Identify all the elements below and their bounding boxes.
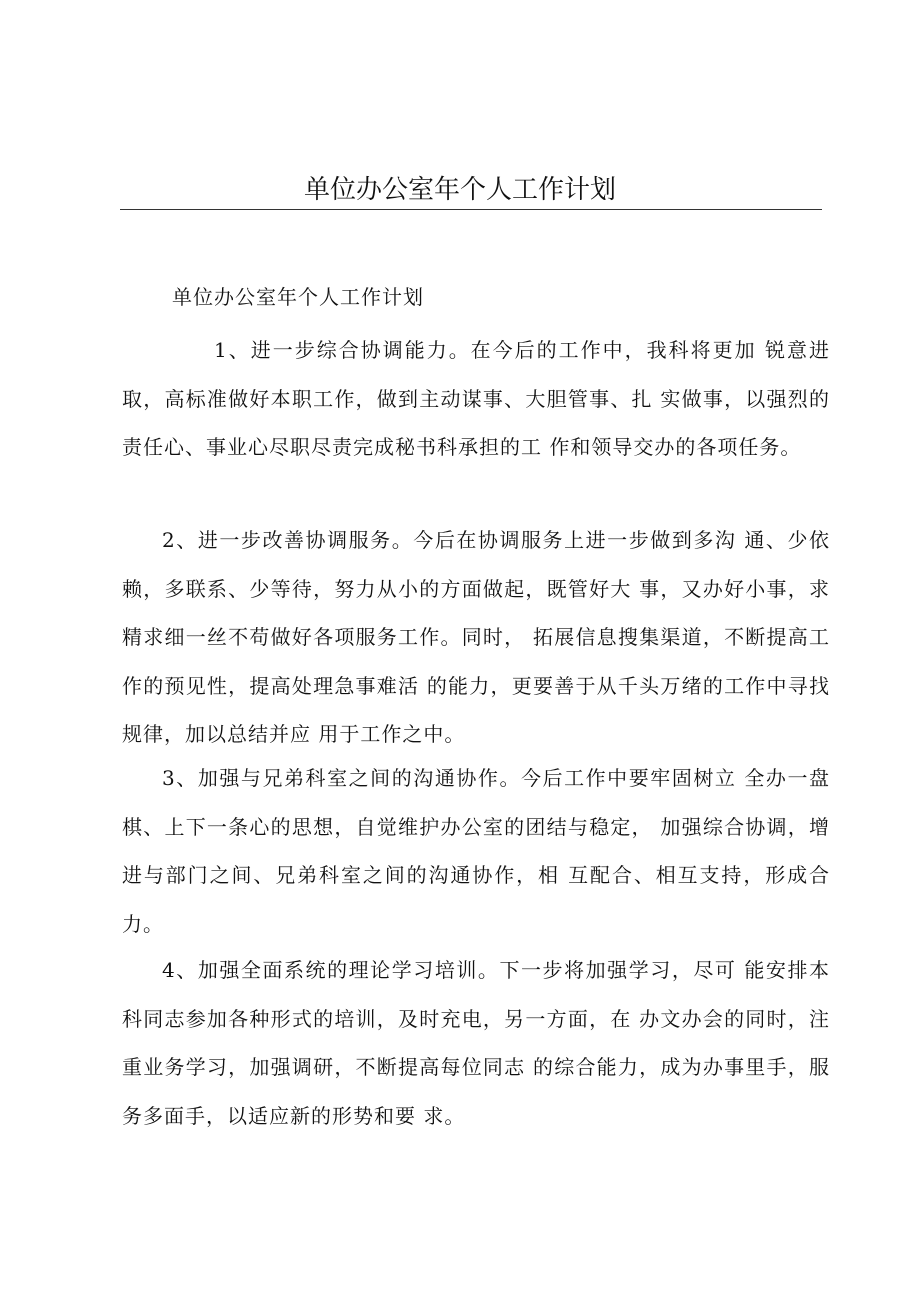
title-underline <box>120 209 822 210</box>
paragraph-4: 4、加强全面系统的理论学习培训。下一步将加强学习，尽可 能安排本科同志参加各种形式的培训，及时充电，另一方面，在 办文办会的同时，注重业务学习，加强调研，不断提高每位同志 的综合能力，成为办事里手，服务多面手，以适应新的形势和要 求。 <box>122 958 830 1128</box>
paragraph-2: 2、进一步改善协调服务。今后在协调服务上进一步做到多沟 通、少依赖，多联系、少等待，努力从小的方面做起，既管好大 事，又办好小事，求精求细一丝不苟做好各项服务工作。同时， 拓展信息搜集渠道，不断提高工作的预见性，提高处理急事难活 的能力，更要善于从千头万绪的工作中寻找规律，加以总结并应 用于工作之中。 <box>122 528 830 746</box>
document-subtitle: 单位办公室年个人工作计划 <box>172 285 424 309</box>
document-title: 单位办公室年个人工作计划 <box>303 175 616 205</box>
paragraph-3: 3、加强与兄弟科室之间的沟通协作。今后工作中要牢固树立 全办一盘棋、上下一条心的思想，自觉维护办公室的团结与稳定， 加强综合协调，增进与部门之间、兄弟科室之间的沟通协作，相 互配合、相互支持，形成合力。 <box>122 766 830 936</box>
paragraph-1: 1、进一步综合协调能力。在今后的工作中，我科将更加 锐意进取，高标准做好本职工作，做到主动谋事、大胆管事、扎 实做事，以强烈的责任心、事业心尽职尽责完成秘书科承担的工 作和领导交办的各项任务。 <box>122 338 830 459</box>
